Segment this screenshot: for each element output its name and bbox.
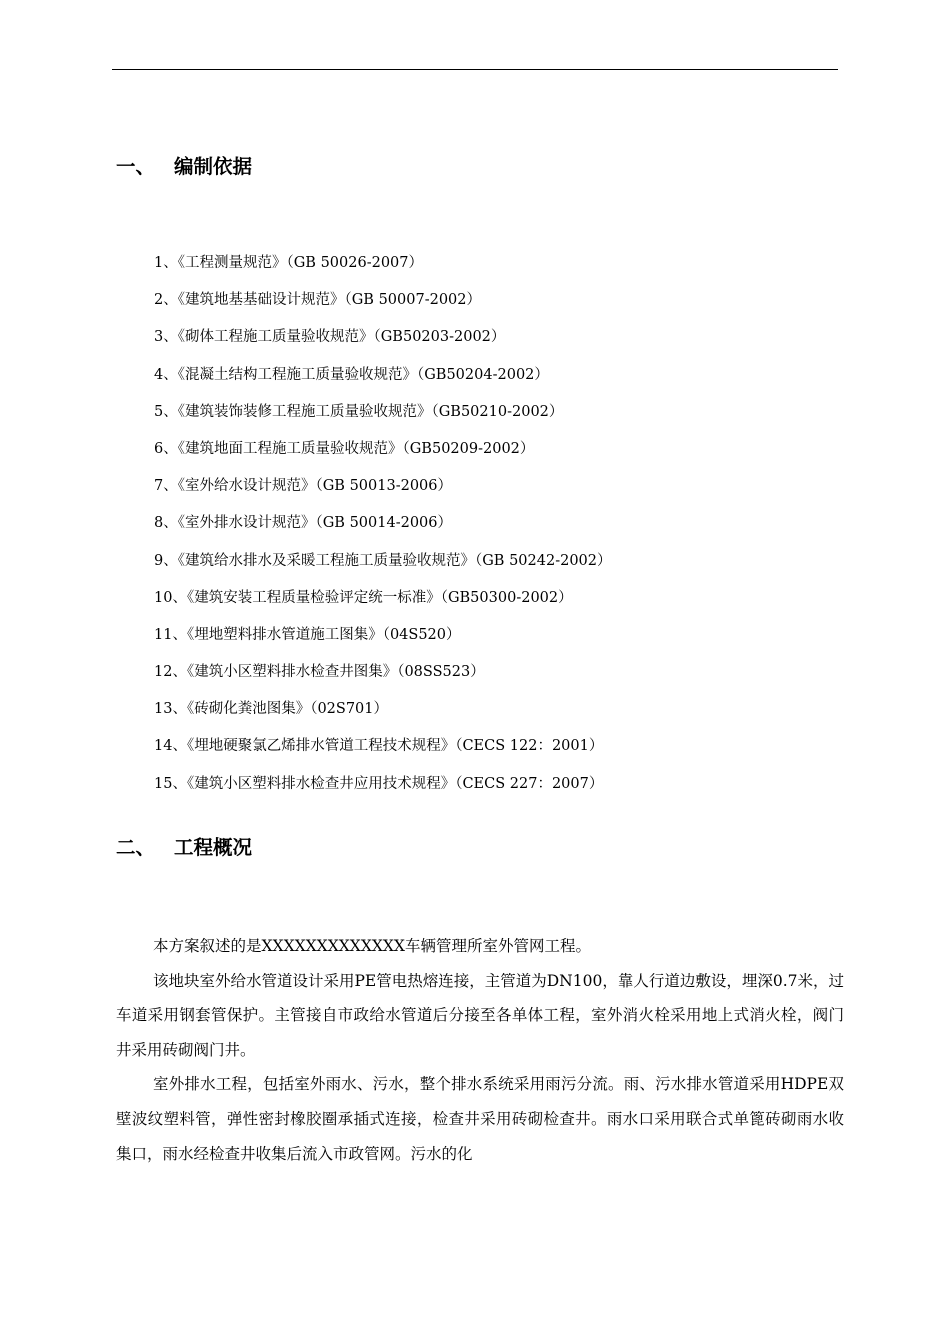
section-heading-basis — [116, 155, 252, 179]
section-number: 二、 — [116, 836, 156, 859]
reference-list — [154, 251, 612, 809]
reference-item: 13、《砖砌化粪池图集》（02S701） — [154, 701, 389, 718]
overview-paragraph: 本方案叙述的是XXXXXXXXXXXXX车辆管理所室外管网工程。 — [153, 937, 591, 955]
header-rule — [112, 69, 838, 70]
section-title: 编制依据 — [174, 155, 253, 178]
overview-paragraph: 室外排水工程，包括室外雨水、污水，整个排水系统采用雨污分流。雨、污水排水管道采用HDPE双壁波纹塑料管，弹性密封橡胶圈承插式连接，检查井采用砖砌检查井。雨水口采用联合式单篦砖砌雨水收集口，雨水经检查井收集后流入市政管网。污水的化 — [116, 1075, 844, 1163]
section-heading-overview — [116, 836, 252, 860]
reference-item: 14、《埋地硬聚氯乙烯排水管道工程技术规程》（CECS 122：2001） — [154, 738, 604, 755]
reference-item: 15、《建筑小区塑料排水检查井应用技术规程》（CECS 227：2007） — [154, 775, 604, 792]
reference-item: 6、《建筑地面工程施工质量验收规范》（GB50209-2002） — [154, 440, 535, 457]
reference-item: 2、《建筑地基基础设计规范》（GB 50007-2002） — [154, 292, 481, 309]
reference-item: 3、《砌体工程施工质量验收规范》（GB50203-2002） — [154, 329, 506, 346]
section-title: 工程概况 — [174, 836, 253, 859]
reference-item: 5、《建筑装饰装修工程施工质量验收规范》（GB50210-2002） — [154, 403, 564, 420]
reference-item: 4、《混凝土结构工程施工质量验收规范》（GB50204-2002） — [154, 366, 549, 383]
reference-item: 1、《工程测量规范》（GB 50026-2007） — [154, 255, 423, 271]
reference-item: 12、《建筑小区塑料排水检查井图集》（08SS523） — [154, 664, 485, 681]
overview-paragraph: 该地块室外给水管道设计采用PE管电热熔连接，主管道为DN100，靠人行道边敷设，埋深0.7米，过车道采用钢套管保护。主管接自市政给水管道后分接至各单体工程，室外消火栓采用地上式消火栓，阀门井采用砖砌阀门井。 — [116, 971, 844, 1059]
reference-item: 11、《埋地塑料排水管道施工图集》（04S520） — [154, 626, 461, 643]
section-number: 一、 — [116, 155, 156, 178]
reference-item: 8、《室外排水设计规范》（GB 50014-2006） — [154, 515, 452, 532]
overview-body — [116, 929, 844, 1171]
reference-item: 9、《建筑给水排水及采暖工程施工质量验收规范》（GB 50242-2002） — [154, 552, 612, 569]
reference-item: 10、《建筑安装工程质量检验评定统一标准》（GB50300-2002） — [154, 589, 573, 606]
reference-item: 7、《室外给水设计规范》（GB 50013-2006） — [154, 478, 452, 495]
